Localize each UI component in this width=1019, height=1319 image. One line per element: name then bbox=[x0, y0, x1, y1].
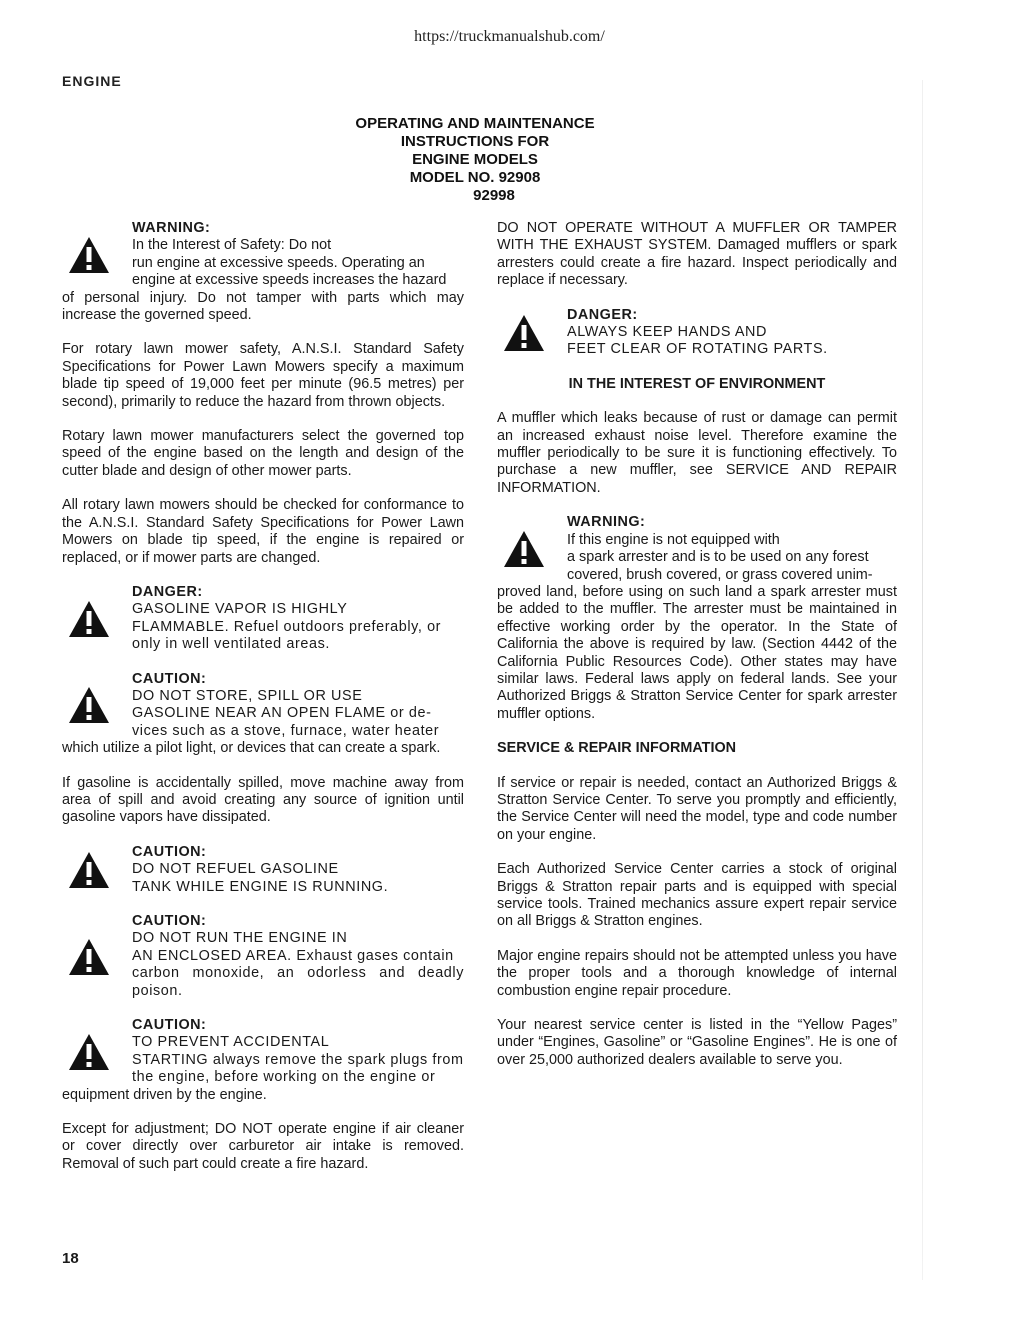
notice-text: DO NOT RUN THE ENGINE IN bbox=[132, 930, 348, 947]
notice-text: In the Interest of Safety: Do not bbox=[132, 237, 332, 254]
warning-triangle-icon bbox=[62, 938, 132, 976]
notice-keyword: CAUTION: bbox=[132, 913, 207, 929]
paragraph: Your nearest service center is listed in the “Yellow Pages” under “Engines, Gasoline” or “Gasoline Engines”. He is one of over 25,000 authorized dealers available to serve you. bbox=[497, 1017, 897, 1068]
notice-keyword: DANGER: bbox=[132, 583, 203, 600]
page-title bbox=[300, 115, 650, 205]
caution-notice bbox=[62, 671, 464, 758]
right-column bbox=[497, 220, 897, 1086]
notice-text: only in well ventilated areas. bbox=[132, 636, 330, 653]
title-line: OPERATING AND MAINTENANCE bbox=[355, 115, 595, 132]
warning-triangle-icon bbox=[497, 314, 567, 352]
notice-text: TANK WHILE ENGINE IS RUNNING. bbox=[132, 878, 389, 895]
notice-text: engine at excessive speeds increases the hazard bbox=[132, 272, 447, 289]
notice-text: FEET CLEAR OF ROTATING PARTS. bbox=[567, 341, 828, 358]
notice-text: proved land, before using on such land a spark arrester must be added to the muffler. The arrester must be maintained in effective working order by the operator. In the State of California the above is required by law. (Section 4442 of the California Public Resources Code). Other states may have similar laws. Federal laws apply on federal lands. See your Authorized Briggs & Stratton Service Center for spark arrester muffler options. bbox=[497, 583, 897, 722]
section-heading: SERVICE & REPAIR INFORMATION bbox=[497, 740, 737, 757]
paragraph: For rotary lawn mower safety, A.N.S.I. Standard Safety Specifications for Power Lawn Mowers specify a maximum blade tip speed of 19,000 feet per minute (96.5 metres) per second), primarily to reduce the hazard from thrown objects. bbox=[62, 341, 464, 410]
caution-notice bbox=[62, 1017, 464, 1104]
warning-triangle-icon bbox=[62, 1033, 132, 1071]
notice-text: DO NOT REFUEL GASOLINE bbox=[132, 861, 339, 878]
notice-text: FLAMMABLE. Refuel outdoors preferably, or bbox=[132, 618, 442, 635]
page-number: 18 bbox=[62, 1250, 79, 1267]
notice-text: vices such as a stove, furnace, water heater bbox=[132, 722, 440, 739]
notice-keyword: CAUTION: bbox=[132, 670, 207, 687]
warning-triangle-icon bbox=[62, 600, 132, 638]
title-line: INSTRUCTIONS FOR bbox=[400, 133, 550, 150]
warning-notice bbox=[62, 220, 464, 324]
notice-text: the engine, before working on the engine or bbox=[132, 1069, 436, 1086]
caution-notice bbox=[62, 844, 464, 896]
paragraph: DO NOT OPERATE WITHOUT A MUFFLER OR TAMPER WITH THE EXHAUST SYSTEM. Damaged mufflers or spark arresters could create a fire hazard. Inspect periodically and replace if necessary. bbox=[497, 220, 897, 289]
title-line: ENGINE MODELS bbox=[412, 151, 538, 168]
title-line: 92998 bbox=[473, 187, 515, 204]
notice-keyword: WARNING: bbox=[132, 220, 211, 236]
notice-text: TO PREVENT ACCIDENTAL bbox=[132, 1034, 330, 1051]
warning-triangle-icon bbox=[62, 236, 132, 274]
danger-notice bbox=[497, 307, 897, 359]
notice-keyword: CAUTION: bbox=[132, 843, 207, 860]
notice-text: GASOLINE VAPOR IS HIGHLY bbox=[132, 601, 348, 618]
notice-text: run engine at excessive speeds. Operating an bbox=[132, 254, 425, 271]
paragraph: If service or repair is needed, contact an Authorized Briggs & Stratton Service Center. To serve you promptly and efficiently, the Service Center will need the model, type and code number on your engine. bbox=[497, 774, 897, 843]
notice-text: STARTING always remove the spark plugs from bbox=[132, 1051, 464, 1068]
notice-text: a spark arrester and is to be used on any forest bbox=[567, 549, 869, 566]
section-label: ENGINE bbox=[62, 73, 122, 89]
notice-text: DO NOT STORE, SPILL OR USE bbox=[132, 687, 363, 704]
notice-text: GASOLINE NEAR AN OPEN FLAME or de- bbox=[132, 705, 432, 722]
danger-notice bbox=[62, 584, 464, 654]
notice-text: equipment driven by the engine. bbox=[62, 1086, 267, 1103]
notice-keyword: WARNING: bbox=[567, 514, 646, 531]
notice-text: ALWAYS KEEP HANDS AND bbox=[567, 324, 767, 341]
paragraph: A muffler which leaks because of rust or damage can permit an increased exhaust noise level. Therefore examine the muffler periodically to be sure it is functioning effectively. To purchase a new muffler, see SERVICE AND REPAIR INFORMATION. bbox=[497, 410, 897, 496]
title-line: MODEL NO. 92908 bbox=[409, 169, 541, 186]
scan-margin-line bbox=[922, 80, 923, 1280]
notice-text: of personal injury. Do not tamper with parts which may increase the governed speed. bbox=[62, 289, 464, 324]
notice-text: AN ENCLOSED AREA. Exhaust gases contain bbox=[132, 947, 454, 964]
paragraph: All rotary lawn mowers should be checked for conformance to the A.N.S.I. Standard Safety Specifications for Power Lawn Mowers on blade tip speed, if the engine is repaired or replaced, or if mower parts are changed. bbox=[62, 497, 464, 566]
paragraph: Rotary lawn mower manufacturers select the governed top speed of the engine based on the length and design of the cutter blade and design of other mower parts. bbox=[62, 428, 464, 479]
notice-text: which utilize a pilot light, or devices that can create a spark. bbox=[62, 740, 441, 757]
notice-text: carbon monoxide, an odorless and deadly poison. bbox=[132, 965, 464, 999]
caution-notice bbox=[62, 913, 464, 1000]
paragraph: Major engine repairs should not be attempted unless you have the proper tools and a thorough knowledge of internal combustion engine repair procedure. bbox=[497, 947, 897, 999]
warning-triangle-icon bbox=[497, 530, 567, 568]
warning-triangle-icon bbox=[62, 686, 132, 724]
paragraph: If gasoline is accidentally spilled, move machine away from area of spill and avoid creating any source of ignition until gasoline vapors have dissipated. bbox=[62, 774, 464, 826]
notice-text: If this engine is not equipped with bbox=[567, 531, 780, 548]
paragraph: Except for adjustment; DO NOT operate engine if air cleaner or cover directly over carburetor air intake is removed. Removal of such part could create a fire hazard. bbox=[62, 1121, 464, 1172]
notice-keyword: DANGER: bbox=[567, 306, 638, 323]
notice-keyword: CAUTION: bbox=[132, 1017, 207, 1034]
notice-text: covered, brush covered, or grass covered unim- bbox=[567, 566, 873, 583]
source-url[interactable]: https://truckmanualshub.com/ bbox=[414, 28, 605, 45]
warning-triangle-icon bbox=[62, 851, 132, 889]
warning-notice bbox=[497, 514, 897, 723]
paragraph: Each Authorized Service Center carries a stock of original Briggs & Stratton repair parts and is equipped with special service tools. Trained mechanics assure expert repair service on all Briggs & Stratton engines. bbox=[497, 861, 897, 930]
left-column bbox=[62, 220, 464, 1190]
section-heading: IN THE INTEREST OF ENVIRONMENT bbox=[568, 375, 826, 392]
